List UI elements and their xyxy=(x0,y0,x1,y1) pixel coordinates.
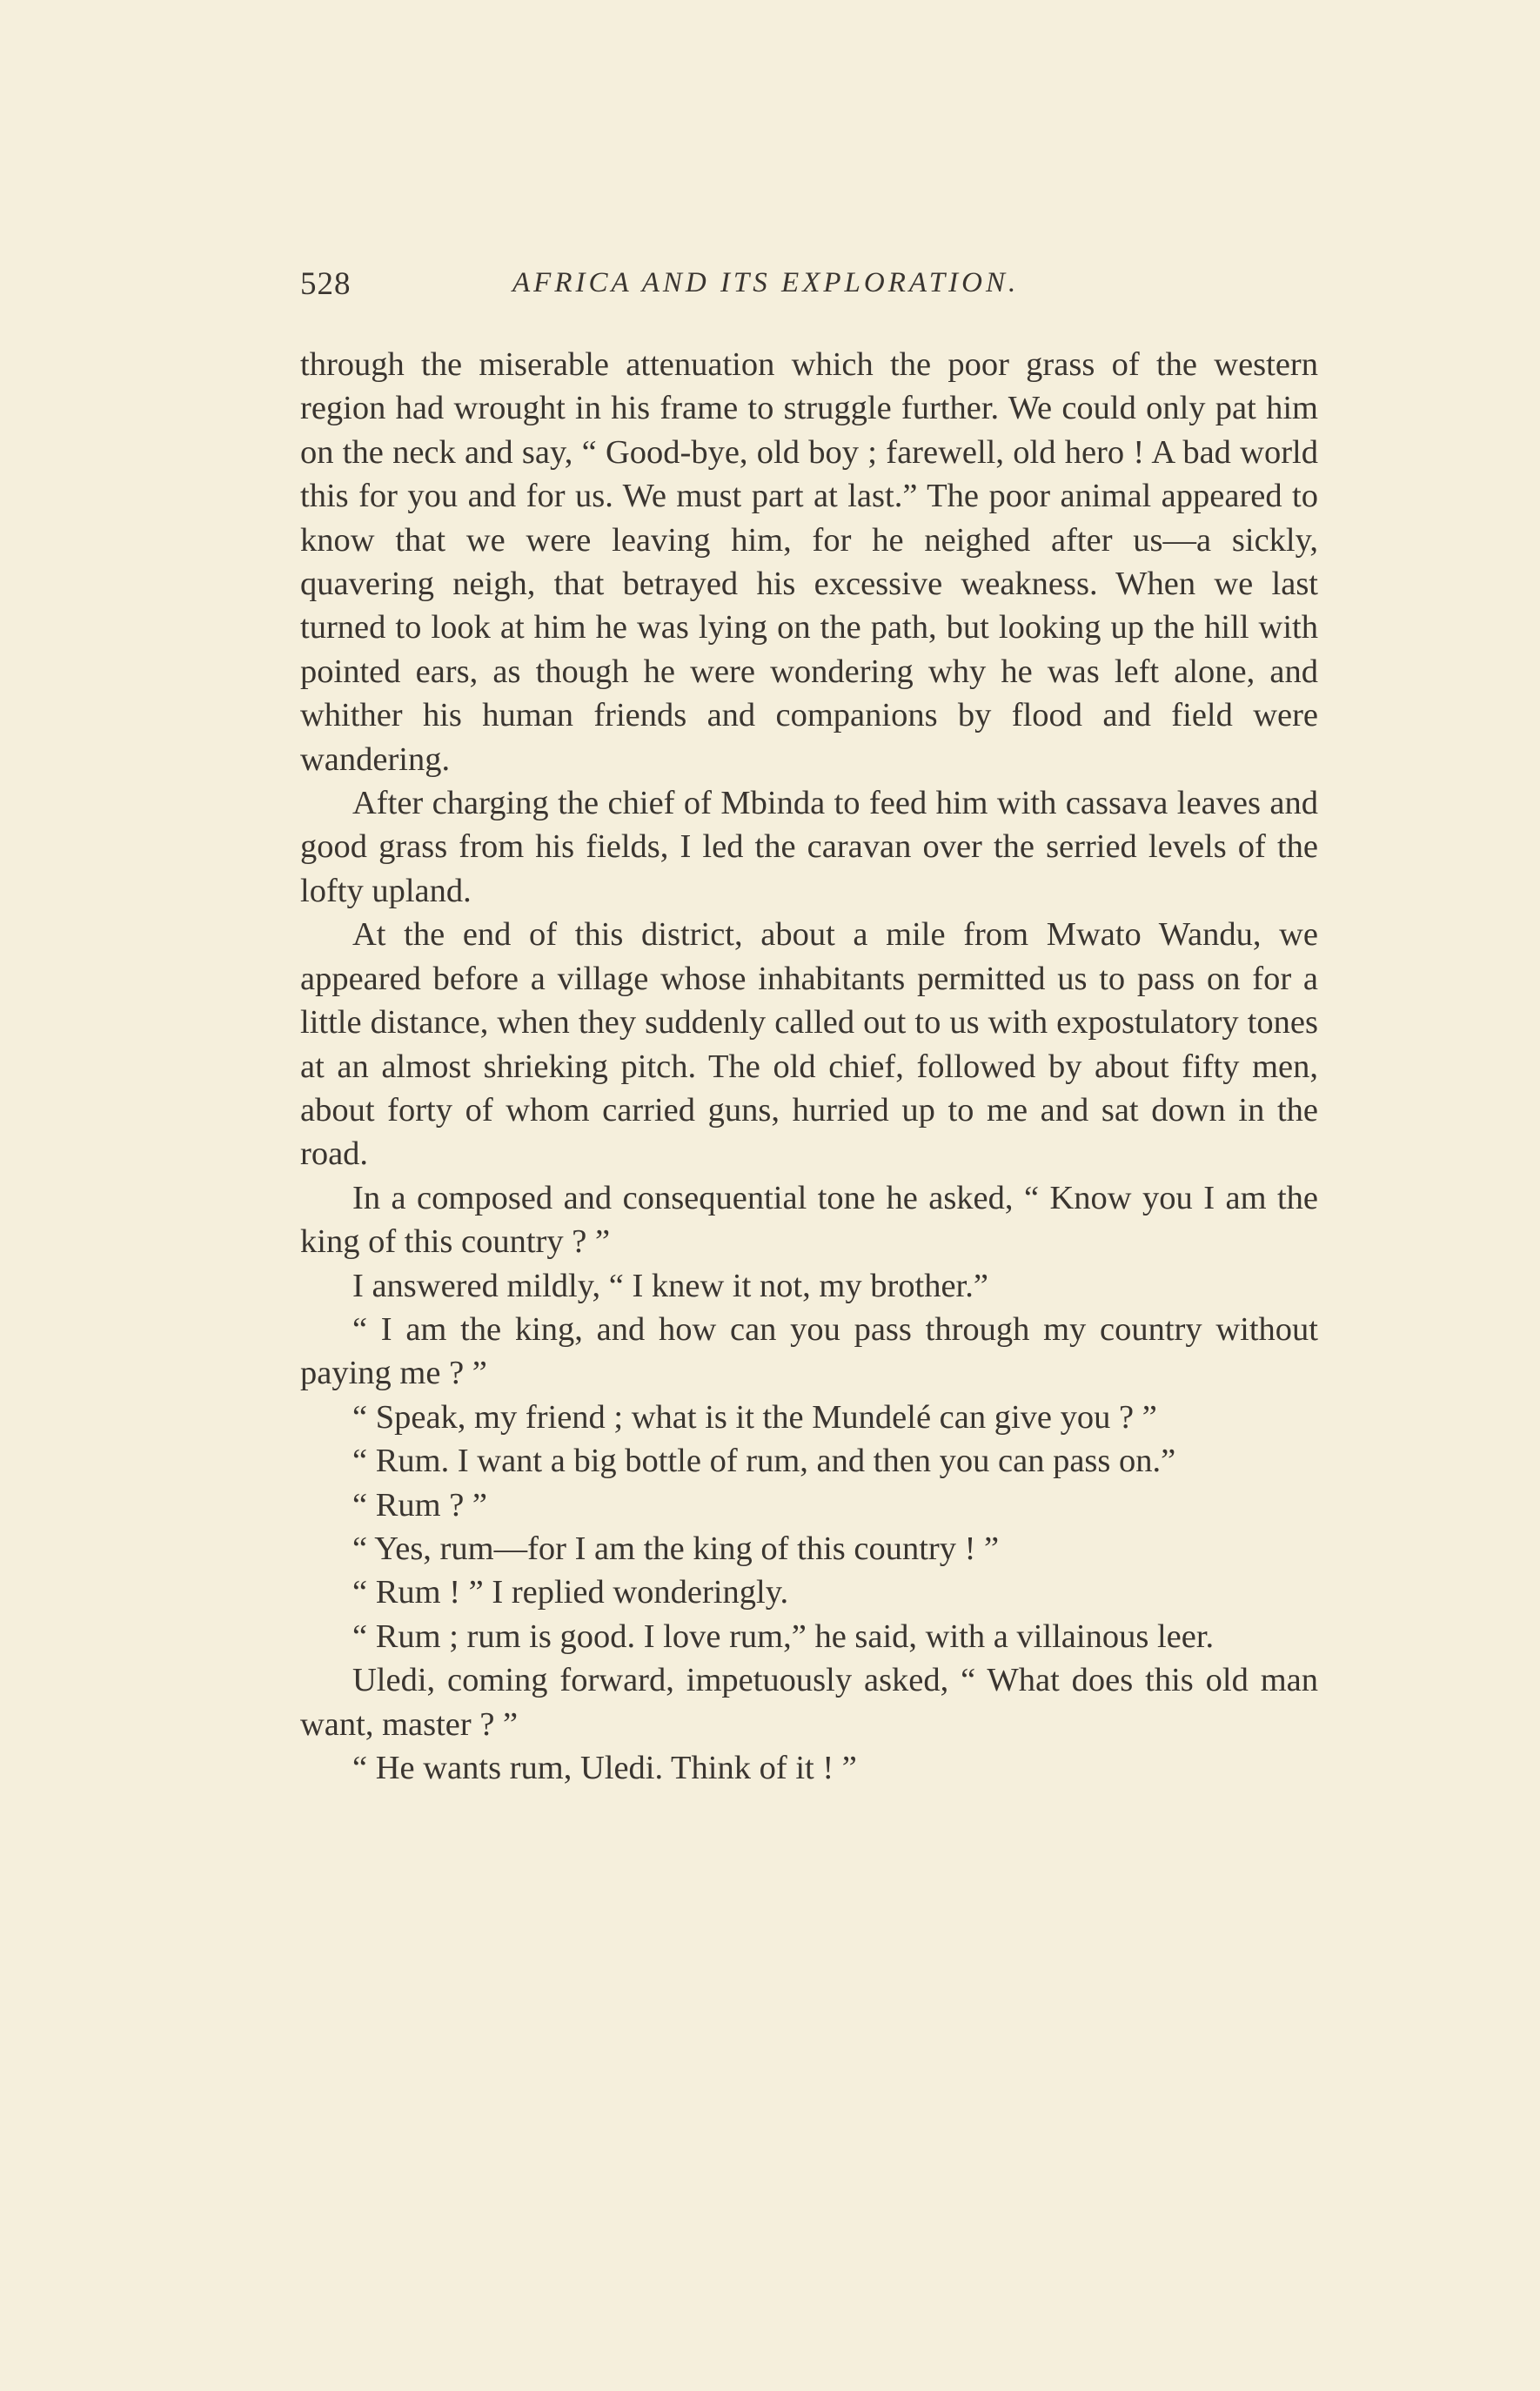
page-number: 528 xyxy=(300,266,352,302)
paragraph: “ Speak, my friend ; what is it the Mundelé can give you ? ” xyxy=(352,1398,1157,1436)
running-title: AFRICA AND ITS EXPLORATION. xyxy=(512,267,1020,298)
paragraph: “ Rum ; rum is good. I love rum,” he said, with a villainous leer. xyxy=(352,1617,1215,1655)
paragraph: Uledi, coming forward, impetuously asked, “ What does this old man want, master ? ” xyxy=(300,1662,1318,1743)
paragraph: “ He wants rum, Uledi. Think of it ! ” xyxy=(352,1750,857,1786)
paragraph: through the miserable attenuation which the poor grass of the western region had wrought in his frame to struggle further. We could only pat him on the neck and say, “ Good-bye, old boy ; farewell, old hero ! A bad world this for you and for us. We must part at last.” The poor animal appeared to know that we were leaving him, for he neighed after us—a sickly, quavering neigh, that betrayed his excessive weakness. When we last turned to look at him he was lying on the path, but looking up the hill with pointed ears, as though he were wondering why he was left alone, and whither his human friends and companions by flood and field were wandering. xyxy=(300,346,1318,778)
paragraph: “ Rum ? ” xyxy=(352,1486,488,1524)
paragraph: In a composed and consequential tone he asked, “ Know you I am the king of this country ? ” xyxy=(300,1179,1318,1261)
page-header xyxy=(300,265,1318,318)
body-text xyxy=(300,343,1318,1790)
paragraph: “ Rum. I want a big bottle of rum, and then you can pass on.” xyxy=(352,1443,1176,1480)
paragraph: “ Yes, rum—for I am the king of this country ! ” xyxy=(352,1530,1000,1567)
paragraph: I answered mildly, “ I knew it not, my brother.” xyxy=(352,1267,988,1304)
paragraph: “ Rum ! ” I replied wonderingly. xyxy=(352,1574,789,1611)
paragraph: After charging the chief of Mbinda to feed him with cassava leaves and good grass from his fields, I led the caravan over the serried levels of the lofty upland. xyxy=(300,785,1318,909)
paragraph: At the end of this district, about a mile from Mwato Wandu, we appeared before a village whose inhabitants permitted us to pass on for a little distance, when they suddenly called out to us with expostulatory tones at an almost shrieking pitch. The old chief, followed by about fifty men, about forty of whom carried guns, hurried up to me and sat down in the road. xyxy=(300,916,1318,1173)
paragraph: “ I am the king, and how can you pass through my country without paying me ? ” xyxy=(300,1310,1318,1392)
